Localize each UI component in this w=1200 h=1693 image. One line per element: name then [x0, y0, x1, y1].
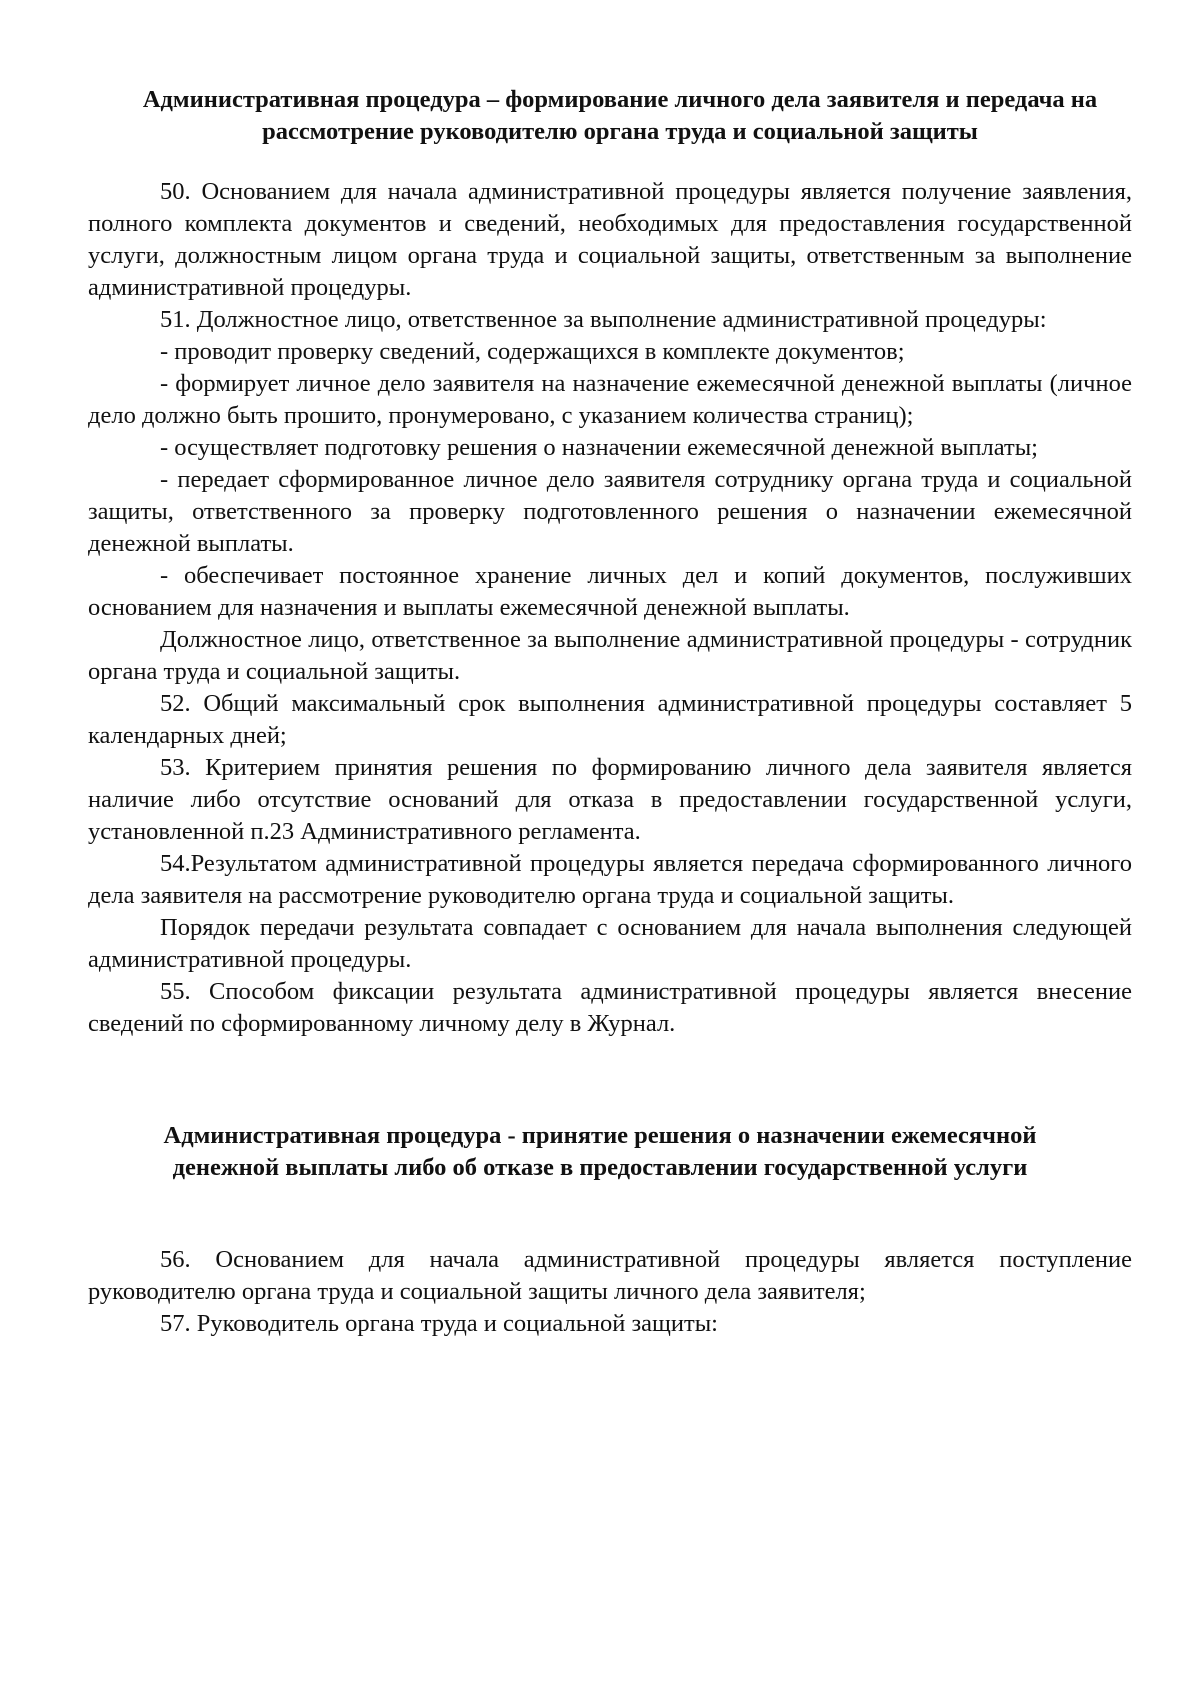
list-item-transfer-file: - передает сформированное личное дело заявителя сотруднику органа труда и социальной защиты, ответственного за проверку подготовленного решения о назначении ежемесячной денежной выплаты.	[88, 466, 1132, 557]
paragraph-responsible-person: Должностное лицо, ответственное за выполнение административной процедуры - сотрудник органа труда и социальной защиты.	[88, 626, 1132, 685]
section-2-body	[88, 1244, 1132, 1340]
section-heading-1: Административная процедура – формирование личного дела заявителя и передача на рассмотрение руководителю органа труда и социальной защиты	[142, 86, 1098, 145]
list-item-check: - проводит проверку сведений, содержащихся в комплекте документов;	[160, 338, 905, 365]
paragraph-transfer-order: Порядок передачи результата совпадает с основанием для начала выполнения следующей административной процедуры.	[88, 914, 1132, 973]
section-heading-2: Административная процедура - принятие решения о назначении ежемесячной денежной выплаты либо об отказе в предоставлении государственной услуги	[163, 1122, 1037, 1181]
paragraph-56: 56. Основанием для начала административной процедуры является поступление руководителю органа труда и социальной защиты личного дела заявителя;	[88, 1246, 1132, 1305]
paragraph-57: 57. Руководитель органа труда и социальной защиты:	[160, 1310, 718, 1337]
section-1-body	[88, 176, 1132, 1040]
paragraph-51: 51. Должностное лицо, ответственное за выполнение административной процедуры:	[160, 306, 1047, 333]
paragraph-55: 55. Способом фиксации результата административной процедуры является внесение сведений по сформированному личному делу в Журнал.	[88, 978, 1132, 1037]
paragraph-53: 53. Критерием принятия решения по формированию личного дела заявителя является наличие либо отсутствие оснований для отказа в предоставлении государственной услуги, установленной п.23 Административного регламента.	[88, 754, 1132, 845]
paragraph-54: 54.Результатом административной процедуры является передача сформированного личного дела заявителя на рассмотрение руководителю органа труда и социальной защиты.	[88, 850, 1132, 909]
paragraph-50: 50. Основанием для начала административной процедуры является получение заявления, полного комплекта документов и сведений, необходимых для предоставления государственной услуги, должностным лицом органа труда и социальной защиты, ответственным за выполнение административной процедуры.	[88, 178, 1132, 301]
list-item-form-file: - формирует личное дело заявителя на назначение ежемесячной денежной выплаты (личное дело должно быть прошито, пронумеровано, с указанием количества страниц);	[88, 370, 1132, 429]
list-item-prepare-decision: - осуществляет подготовку решения о назначении ежемесячной денежной выплаты;	[160, 434, 1038, 461]
paragraph-52: 52. Общий максимальный срок выполнения административной процедуры составляет 5 календарных дней;	[88, 690, 1132, 749]
list-item-storage: - обеспечивает постоянное хранение личных дел и копий документов, послуживших основанием для назначения и выплаты ежемесячной денежной выплаты.	[88, 562, 1132, 621]
